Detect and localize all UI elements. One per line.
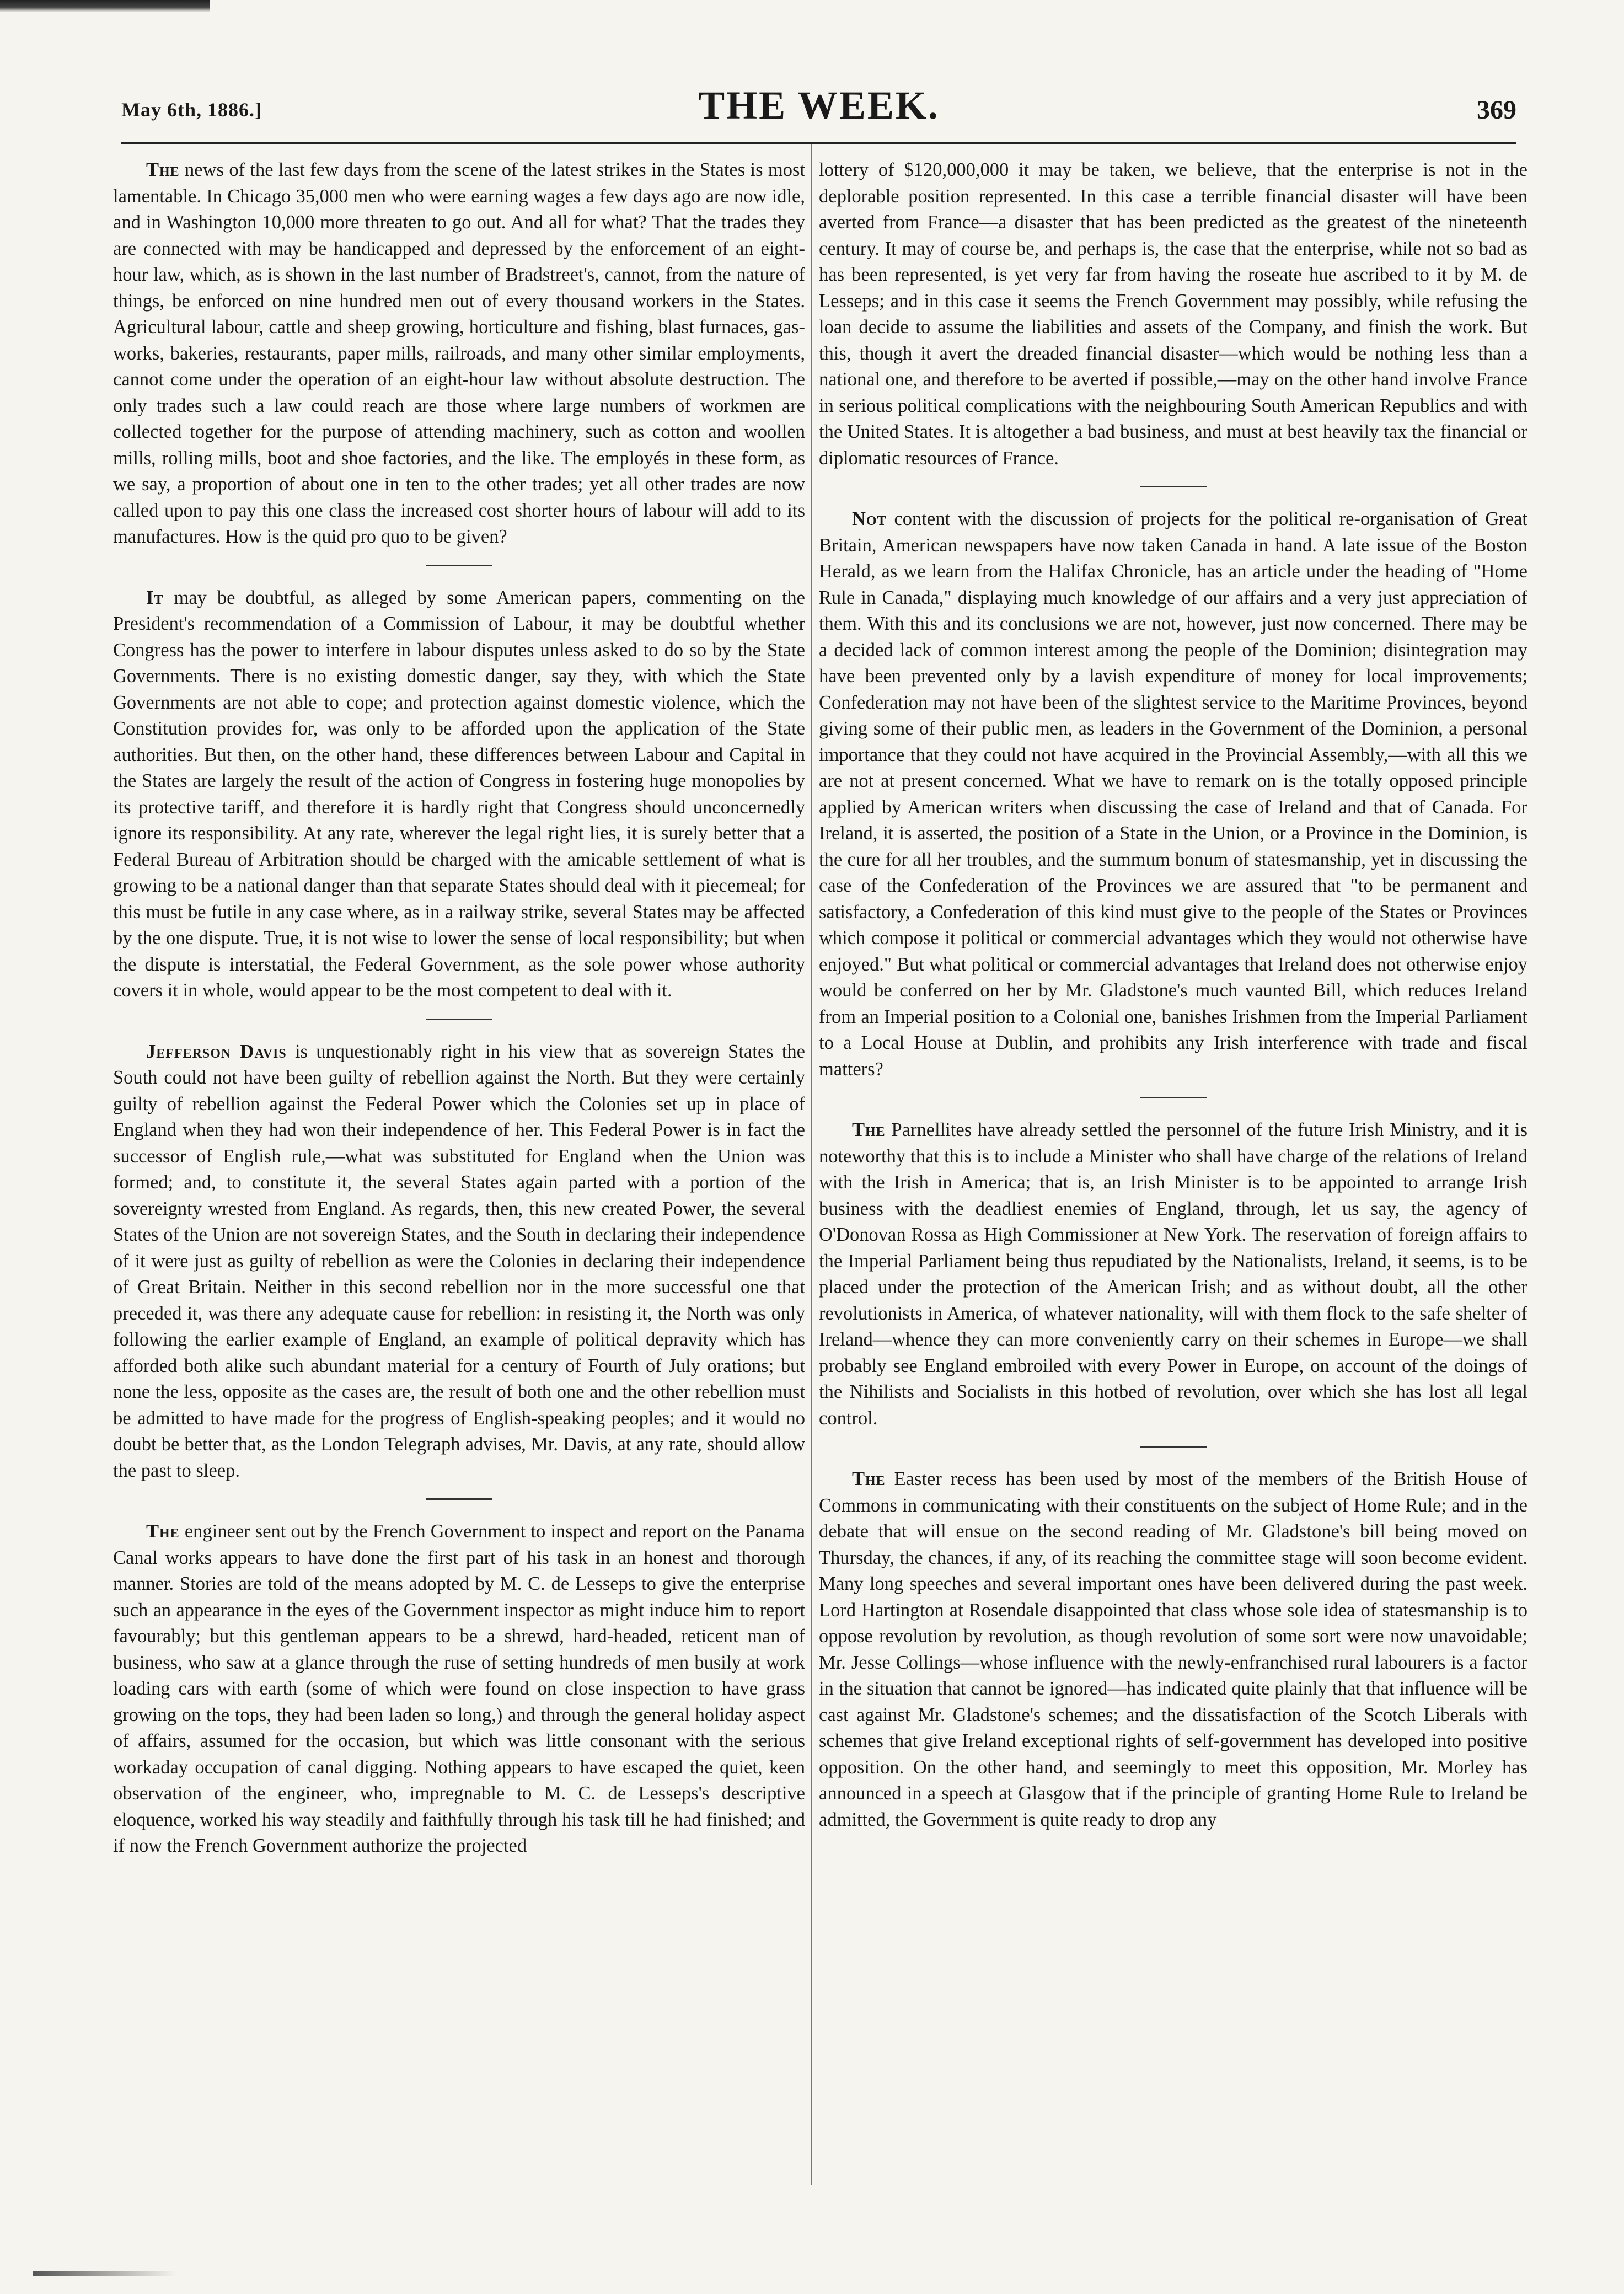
article-paragraph [819, 506, 1527, 1082]
section-separator [426, 1498, 492, 1500]
section-separator [426, 1019, 492, 1020]
article-paragraph [113, 585, 805, 1004]
article-paragraph [113, 1039, 805, 1484]
right-column [819, 157, 1527, 1833]
paragraph-text: may be doubtful, as alleged by some American papers, commenting on the President's recommendation of a Commission of Labour, it may be doubtful whether Congress has the power to interfere in labour disputes unless asked to do so by the State Governments. There is no existing domestic danger, say they, with which the State Governments are not able to cope; and protection against domestic violence, which the Constitution provides for, was only to be afforded upon the application of the State authorities. But then, on the other hand, these differences between Labour and Capital in the States are largely the result of the action of Congress in fostering huge monopolies by its protective tariff, and therefore it is hardly right that Congress should unconcernedly ignore its responsibility. At any rate, wherever the legal right lies, it is surely better that a Federal Bureau of Arbitration should be charged with the amicable settlement of what is growing to be a national danger than that separate States should deal with it piecemeal; for this must be futile in any case where, as in a railway strike, several States may be affected by the one dispute. True, it is not wise to lower the sense of local responsibility; but when the dispute is interstatial, the Federal Government, as the sole power whose authority covers it in whole, would appear to be the most competent to deal with it. [113, 587, 805, 1001]
paragraph-text: Easter recess has been used by most of the members of the British House of Commons in communicating with their constituents on the subject of Home Rule; and in the debate that will ensue on the second reading of Mr. Gladstone's bill being moved on Thursday, the chances, if any, of its reaching the committee stage will soon become evident. Many long speeches and several important ones have been delivered during the past week. Lord Hartington at Rosendale disappointed that class whose sole idea of statesmanship is to oppose revolution by revolution, as though revolution of some sort were now unavoidable; Mr. Jesse Collings—whose influence with the newly-enfranchised rural labourers is a factor in the situation that cannot be ignored—has indicated quite plainly that that influence will be cast against Mr. Gladstone's schemes; and the dissatisfaction of the Scotch Liberals with schemes that give Ireland exceptional rights of self-government has developed into positive opposition. On the other hand, and seemingly to meet this opposition, Mr. Morley has announced in a speech at Glasgow that if the principle of granting Home Rule to Ireland be admitted, the Government is quite ready to drop any [819, 1468, 1527, 1830]
section-separator [426, 565, 492, 566]
paragraph-text: news of the last few days from the scene of the latest strikes in the States is most lamentable. In Chicago 35,000 men who were earning wages a few days ago are now idle, and in Washington 10,000 more threaten to go out. And all for what? That the trades they are connected with may be handicapped and depressed by the enforcement of an eight-hour law, which, as is shown in the last number of Bradstreet's, cannot, from the nature of things, be enforced on nine hundred men out of every thousand workers in the States. Agricultural labour, cattle and sheep growing, horticulture and fishing, blast furnaces, gas-works, bakeries, restaurants, paper mills, railroads, and many other similar employments, cannot come under the operation of an eight-hour law without absolute destruction. The only trades such a law could reach are those where large numbers of workmen are collected together for the purpose of attending machinery, such as cotton and woollen mills, rolling mills, boot and shoe factories, and the like. The employés in these form, as we say, a proportion of about one in ten to the other trades; yet all other trades are now called upon to pay this one class the increased cost shorter hours of labour will add to its manufactures. How is the quid pro quo to be given? [113, 159, 805, 547]
section-separator [1140, 1097, 1207, 1098]
page-header [121, 83, 1516, 138]
section-separator [1140, 1446, 1207, 1448]
column-divider [811, 144, 812, 2185]
paragraph-text: content with the discussion of projects for the political re-organisation of Great Britain, American newspapers have now taken Canada in hand. A late issue of the Boston Herald, as we learn from the Halifax Chronicle, has an article under the heading of "Home Rule in Canada," displaying much knowledge of our affairs and a very just appreciation of them. With this and its conclusions we are not, however, just now concerned. There may be a decided lack of common interest among the people of the Dominion; disintegration may have been prevented only by a lavish expenditure of money for local improvements; Confederation may not have been of the slightest service to the Maritime Provinces, beyond giving some of their public men, as leaders in the Government of the Dominion, a personal importance that they could not have acquired in the Provincial Assembly,—with all this we are not at present concerned. What we have to remark on is the totally opposed principle applied by American writers when discussing the case of Ireland and that of Canada. For Ireland, it is asserted, the position of a State in the Union, or a Province in the Dominion, is the cure for all her troubles, and the summum bonum of statesmanship, yet in discussing the case of the Confederation of the Provinces we are assured that "to be permanent and satisfactory, a Confederation of this kind must give to the people of the States or Provinces which compose it political or commercial advantages which they would not otherwise have enjoyed." But what political or commercial advantages that Ireland does not otherwise enjoy would be conferred on her by Mr. Gladstone's much vaunted Bill, which reduces Ireland from an Imperial position to a Colonial one, banishes Irishmen from the Imperial Parliament to a Local House at Dublin, and prohibits any Irish interference with trade and fiscal matters? [819, 508, 1527, 1080]
paragraph-lead: Jefferson Davis [146, 1041, 287, 1062]
paragraph-text: Parnellites have already settled the personnel of the future Irish Ministry, and it is noteworthy that this is to include a Minister who shall have charge of the relations of Ireland with the Irish in America; that is, an Irish Minister is to be appointed to arrange Irish business with the deadliest enemies of England, through, let us say, the agency of O'Donovan Rossa as High Commissioner at New York. The reservation of foreign affairs to the Imperial Parliament being thus repudiated by the Nationalists, Ireland, it seems, is to be placed under the protection of the American Irish; and as without doubt, all the other revolutionists in America, of whatever nationality, will with them flock to the safe shelter of Ireland—whence they can more conveniently carry on their schemes in Europe—we shall probably see England embroiled with every Power in Europe, on account of the doings of the Nihilists and Socialists in this hotbed of revolution, over which she has lost all legal control. [819, 1119, 1527, 1429]
left-column [113, 157, 805, 1859]
article-paragraph [819, 157, 1527, 471]
paragraph-lead: The [146, 1521, 180, 1542]
scan-bottom-mark [33, 2271, 176, 2276]
paragraph-lead: The [852, 1119, 886, 1140]
article-paragraph [113, 157, 805, 550]
section-separator [1140, 486, 1207, 487]
article-paragraph [819, 1117, 1527, 1432]
issue-date: May 6th, 1886.] [121, 99, 262, 121]
paragraph-text: is unquestionably right in his view that as sovereign States the South could not have been guilty of rebellion against the North. But they were certainly guilty of rebellion against the Federal Power which the Colonies set up in place of England when they had won their independence of her. This Federal Power is in fact the successor of English rule,—what was substituted for England when the Union was formed; and, to constitute it, the several States again parted with a portion of the sovereignty wrested from England. As regards, then, this new created Power, the several States of the Union are not sovereign States, and the South in declaring their independence of it were just as guilty of rebellion as were the Colonies in declaring their independence of Great Britain. Neither in this second rebellion nor in the more successful one that preceded it, was there any adequate cause for rebellion: in resisting it, the North was only following the earlier example of England, an example of political depravity which has afforded both alike such abundant material for a century of Fourth of July orations; but none the less, opposite as the cases are, the result of both one and the other rebellion must be admitted to have made for the progress of English-speaking peoples; and it would no doubt be better that, as the London Telegraph advises, Mr. Davis, at any rate, should allow the past to sleep. [113, 1041, 805, 1481]
paragraph-lead: Not [852, 508, 887, 529]
publication-title: THE WEEK. [698, 83, 940, 127]
paragraph-text: lottery of $120,000,000 it may be taken, we believe, that the enterprise is not in the deplorable position represented. In this case a terrible financial disaster will have been averted from France—a disaster that has been predicted as the greatest of the nineteenth century. It may of course be, and perhaps is, the case that the enterprise, while not so bad as has been represented, is yet very far from having the roseate hue ascribed to it by M. de Lesseps; and in this case it seems the French Government may possibly, while refusing the loan decide to assume the liabilities and assets of the Company, and finish the work. But this, though it avert the dreaded financial disaster—which would be nothing less than a national one, and therefore to be averted if possible,—may on the other hand involve France in serious political complications with the neighbouring South American Republics and with the United States. It is altogether a bad business, and must at best heavily tax the financial or diplomatic resources of France. [819, 159, 1527, 469]
header-rule [121, 142, 1516, 147]
article-paragraph [113, 1519, 805, 1859]
paragraph-text: engineer sent out by the French Government to inspect and report on the Panama Canal works appears to have done the first part of his task in an honest and thorough manner. Stories are told of the means adopted by M. C. de Lesseps to give the enterprise such an appearance in the eyes of the Government inspector as might induce him to report favourably; but this gentleman appears to be a shrewd, hard-headed, reticent man of business, who saw at a glance through the ruse of setting hundreds of men busily at work loading cars with earth (some of which were found on close inspection to have grass growing on the tops, they had been laden so long,) and through the general holiday aspect of affairs, assumed for the occasion, but which was little consonant with the serious workaday occupation of canal digging. Nothing appears to have escaped the quiet, keen observation of the engineer, who, impregnable to M. C. de Lesseps's descriptive eloquence, worked his way steadily and faithfully through his task till he had finished; and if now the French Government authorize the projected [113, 1521, 805, 1856]
paragraph-lead: It [146, 587, 164, 608]
scan-edge-mark [0, 0, 210, 12]
article-paragraph [819, 1466, 1527, 1833]
paragraph-lead: The [146, 159, 180, 180]
paragraph-lead: The [852, 1468, 886, 1489]
page-number: 369 [1477, 95, 1516, 125]
